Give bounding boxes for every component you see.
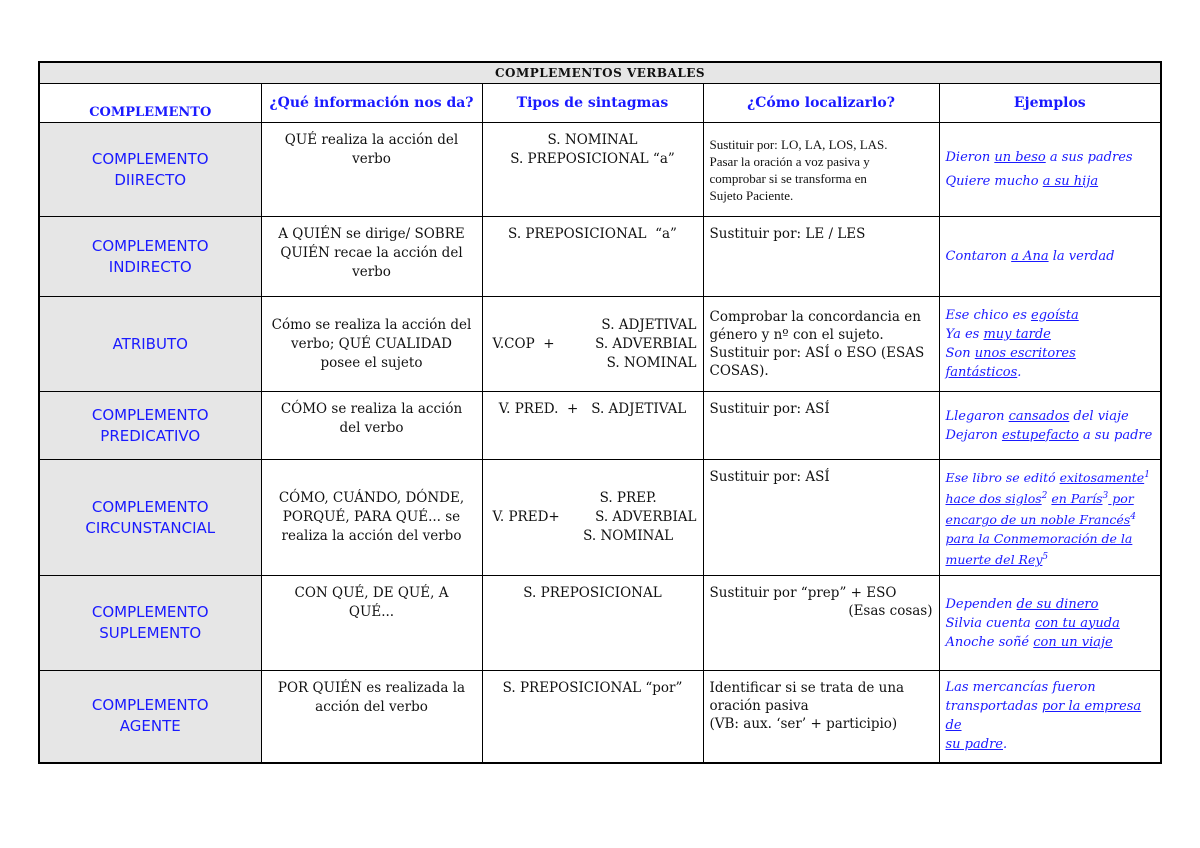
ejemplo-complemento: hace dos siglos: [945, 491, 1042, 506]
ejemplo-line: Dependen de su dinero: [945, 596, 1099, 612]
ejemplo-complemento: cansados: [1008, 408, 1070, 424]
informacion-line: QUIÉN recae la acción del: [280, 245, 463, 261]
complemento-name-line: COMPLEMENTO: [91, 405, 209, 424]
ejemplo-complemento: estupefacto: [1001, 427, 1079, 443]
table-row: [39, 123, 1161, 217]
localizar-cell: [703, 297, 939, 392]
ejemplo-complemento: por la empresa de: [945, 699, 1142, 734]
table-title: COMPLEMENTOS VERBALES: [39, 62, 1161, 84]
ejemplo-complemento: exitosamente: [1059, 469, 1145, 485]
localizar-line: Sustituir por: ASÍ o ESO (ESAS: [709, 345, 925, 361]
localizar-cell: [703, 671, 939, 763]
complemento-name-line: COMPLEMENTO: [91, 149, 209, 168]
tipos-cell: [482, 460, 703, 576]
informacion-cell: [261, 392, 482, 460]
ejemplo-complemento: unos escritores fantásticos: [945, 346, 1076, 380]
localizar-line: Sujeto Paciente.: [709, 187, 794, 203]
complemento-name-line: COMPLEMENTO: [91, 603, 209, 621]
ejemplo-nota: 4: [1130, 512, 1136, 522]
ejemplo-complemento: egoísta: [1031, 308, 1079, 323]
tipos-line: S. PREPOSICIONAL: [523, 585, 662, 601]
informacion-line: verbo; QUÉ CUALIDAD: [290, 335, 452, 352]
tipos-line: V. PRED. + S. ADJETIVAL: [498, 401, 687, 417]
localizar-line: oración pasiva: [709, 698, 809, 714]
table-body: [39, 123, 1161, 763]
ejemplo-complemento: a Ana: [1011, 249, 1049, 264]
ejemplo-line: Ese chico es egoísta: [945, 308, 1079, 323]
ejemplo-line: Ese libro se editó exitosamente$^1$: [945, 469, 1150, 485]
localizar-line: Sustituir por “prep” + ESO: [709, 585, 897, 601]
header-informacion: ¿Qué información nos da?: [261, 84, 482, 123]
informacion-line: Cómo se realiza la acción del: [271, 316, 472, 333]
ejemplo-complemento: a su hija: [1042, 173, 1099, 189]
tipos-group: [487, 489, 699, 546]
informacion-line: posee el sujeto: [320, 354, 423, 371]
ejemplo-line: [946, 529, 1155, 548]
localizar-line: Sustituir por: LE / LES: [709, 226, 866, 242]
ejemplo-line: Ya es muy tarde: [945, 327, 1051, 342]
localizar-cell: [703, 460, 939, 576]
tipos-line: S. PREPOSICIONAL “a”: [510, 151, 675, 167]
tipos-cell: [482, 671, 703, 763]
table-row: [39, 297, 1161, 392]
tipos-prefix: V.COP +: [492, 335, 555, 352]
complemento-name: [39, 671, 261, 763]
ejemplo-line: Dieron un beso a sus padres: [945, 149, 1133, 165]
table-row: [39, 576, 1161, 671]
ejemplos-cell: [939, 392, 1161, 460]
informacion-line: CON QUÉ, DE QUÉ, A: [294, 585, 449, 601]
complemento-name-line: INDIRECTO: [108, 257, 192, 276]
localizar-line: (VB: aux. ‘ser’ + participio): [709, 716, 898, 732]
localizar-line: (Esas cosas): [848, 603, 933, 619]
complemento-name-line: CIRCUNSTANCIAL: [85, 518, 216, 537]
table-row: [39, 217, 1161, 297]
tipos-cell: [482, 576, 703, 671]
ejemplo-complemento: un beso: [994, 149, 1046, 165]
ejemplo-complemento: muy tarde: [983, 327, 1051, 342]
tipos-line: S. ADVERBIAL: [595, 509, 697, 525]
ejemplo-complemento: de su dinero: [1016, 596, 1099, 612]
tipos-line: S. NOMINAL: [547, 132, 638, 148]
header-localizar: ¿Cómo localizarlo?: [703, 84, 939, 123]
ejemplo-nota: 3: [1102, 490, 1109, 501]
ejemplo-line: [946, 508, 1155, 529]
ejemplos-cell: [939, 123, 1161, 217]
complemento-name: [39, 460, 261, 576]
complemento-name: [39, 576, 261, 671]
informacion-line: verbo: [352, 264, 391, 280]
ejemplos-cell: [939, 576, 1161, 671]
complemento-name-line: DIIRECTO: [114, 170, 187, 189]
ejemplo-line: Contaron a Ana la verdad: [945, 249, 1115, 264]
complemento-name-line: SUPLEMENTO: [99, 624, 202, 642]
informacion-line: CÓMO se realiza la acción: [280, 401, 463, 417]
table-row: [39, 392, 1161, 460]
complemento-name-line: AGENTE: [119, 717, 181, 736]
ejemplo-line: transportadas por la empresa de: [945, 699, 1142, 734]
localizar-line: Identificar si se trata de una: [709, 680, 905, 696]
tipos-line: S. NOMINAL: [583, 528, 674, 544]
ejemplo-line: Silvia cuenta con tu ayuda: [945, 615, 1120, 631]
complemento-name-line: PREDICATIVO: [100, 426, 201, 445]
tipos-group: [487, 316, 699, 373]
complementos-table-sheet: [38, 61, 1160, 764]
ejemplo-complemento: para la Conmemoración de la: [945, 531, 1133, 547]
informacion-cell: [261, 576, 482, 671]
tipos-cell: [482, 123, 703, 217]
informacion-cell: [261, 297, 482, 392]
ejemplo-complemento: muerte del Rey: [945, 552, 1043, 568]
localizar-line: Comprobar la concordancia en: [709, 309, 921, 325]
localizar-cell: [703, 576, 939, 671]
ejemplo-line: Llegaron cansados del viaje: [945, 408, 1129, 424]
tipos-cell: [482, 217, 703, 297]
ejemplo-complemento: su padre: [945, 737, 1003, 753]
ejemplo-line: Dejaron estupefacto a su padre: [945, 427, 1153, 443]
complemento-name: [39, 297, 261, 392]
header-tipos: Tipos de sintagmas: [482, 84, 703, 123]
localizar-cell: [703, 217, 939, 297]
tipos-line: S. ADJETIVAL: [601, 316, 697, 333]
complemento-name: [39, 392, 261, 460]
tipos-line: S. PREP.: [599, 490, 657, 506]
ejemplos-cell: [939, 217, 1161, 297]
informacion-line: PORQUÉ, PARA QUÉ... se: [282, 509, 461, 525]
localizar-cell: [703, 123, 939, 217]
localizar-line: Pasar la oración a voz pasiva y: [709, 153, 870, 169]
ejemplos-cell: [939, 460, 1161, 576]
ejemplo-nota: 5: [1042, 552, 1049, 563]
tipos-prefix: V. PRED+: [492, 509, 560, 525]
tipos-list: [560, 489, 699, 546]
ejemplo-line: Quiere mucho a su hija: [945, 173, 1099, 189]
table-row: [39, 460, 1161, 576]
complemento-name-line: COMPLEMENTO: [91, 236, 209, 255]
header-ejemplos: Ejemplos: [939, 84, 1161, 123]
ejemplo-line: Son unos escritores fantásticos.: [945, 346, 1076, 380]
informacion-line: POR QUIÉN es realizada la: [277, 680, 466, 696]
informacion-cell: [261, 123, 482, 217]
localizar-line: Sustituir por: LO, LA, LOS, LAS.: [709, 136, 888, 152]
localizar-line: género y nº con el sujeto.: [709, 327, 884, 343]
complementos-table: [38, 61, 1162, 764]
complemento-name: [39, 123, 261, 217]
complemento-name-line: ATRIBUTO: [112, 334, 188, 353]
tipos-list: [555, 316, 699, 373]
localizar-cell: [703, 392, 939, 460]
informacion-cell: [261, 671, 482, 763]
localizar-line: COSAS).: [709, 363, 769, 379]
ejemplos-cell: [939, 297, 1161, 392]
informacion-line: del verbo: [339, 420, 404, 436]
tipos-line: S. NOMINAL: [606, 354, 697, 371]
localizar-line: Sustituir por: ASÍ: [709, 401, 830, 417]
ejemplos-cell: [939, 671, 1161, 763]
tipos-cell: [482, 392, 703, 460]
localizar-line: Sustituir por: ASÍ: [709, 469, 830, 485]
ejemplo-line: su padre.: [945, 737, 1008, 753]
tipos-cell: [482, 297, 703, 392]
informacion-line: CÓMO, CUÁNDO, DÓNDE,: [278, 490, 465, 506]
table-row: [39, 671, 1161, 763]
tipos-line: S. ADVERBIAL: [595, 335, 697, 352]
informacion-line: acción del verbo: [315, 699, 428, 715]
informacion-cell: [261, 460, 482, 576]
ejemplo-complemento: por: [1108, 491, 1134, 506]
ejemplo-complemento: con tu ayuda: [1034, 615, 1120, 631]
informacion-line: verbo: [352, 151, 391, 167]
informacion-line: realiza la acción del verbo: [281, 528, 462, 544]
ejemplo-line: Las mercancías fueron: [945, 680, 1096, 696]
informacion-cell: [261, 217, 482, 297]
ejemplo-line: [946, 548, 1155, 569]
ejemplo-complemento: encargo de un noble Francés: [945, 512, 1131, 528]
informacion-line: A QUIÉN se dirige/ SOBRE: [278, 226, 465, 242]
complemento-name: [39, 217, 261, 297]
ejemplo-line: Anoche soñé con un viaje: [945, 634, 1113, 650]
informacion-line: QUÉ realiza la acción del: [284, 132, 459, 148]
ejemplo-complemento: con un viaje: [1033, 634, 1113, 650]
ejemplo-line: [946, 487, 1155, 508]
ejemplo-nota: 1: [1144, 469, 1150, 480]
tipos-line: S. PREPOSICIONAL “a”: [508, 226, 677, 242]
ejemplo-nota: 2: [1041, 490, 1048, 501]
complemento-name-line: COMPLEMENTO: [91, 696, 209, 715]
complemento-name-line: COMPLEMENTO: [91, 497, 209, 516]
header-complemento: COMPLEMENTO: [39, 84, 261, 123]
tipos-line: S. PREPOSICIONAL “por”: [502, 680, 683, 696]
ejemplo-complemento: en París: [1051, 491, 1103, 506]
informacion-line: QUÉ...: [348, 604, 395, 620]
localizar-line: comprobar si se transforma en: [709, 170, 867, 186]
